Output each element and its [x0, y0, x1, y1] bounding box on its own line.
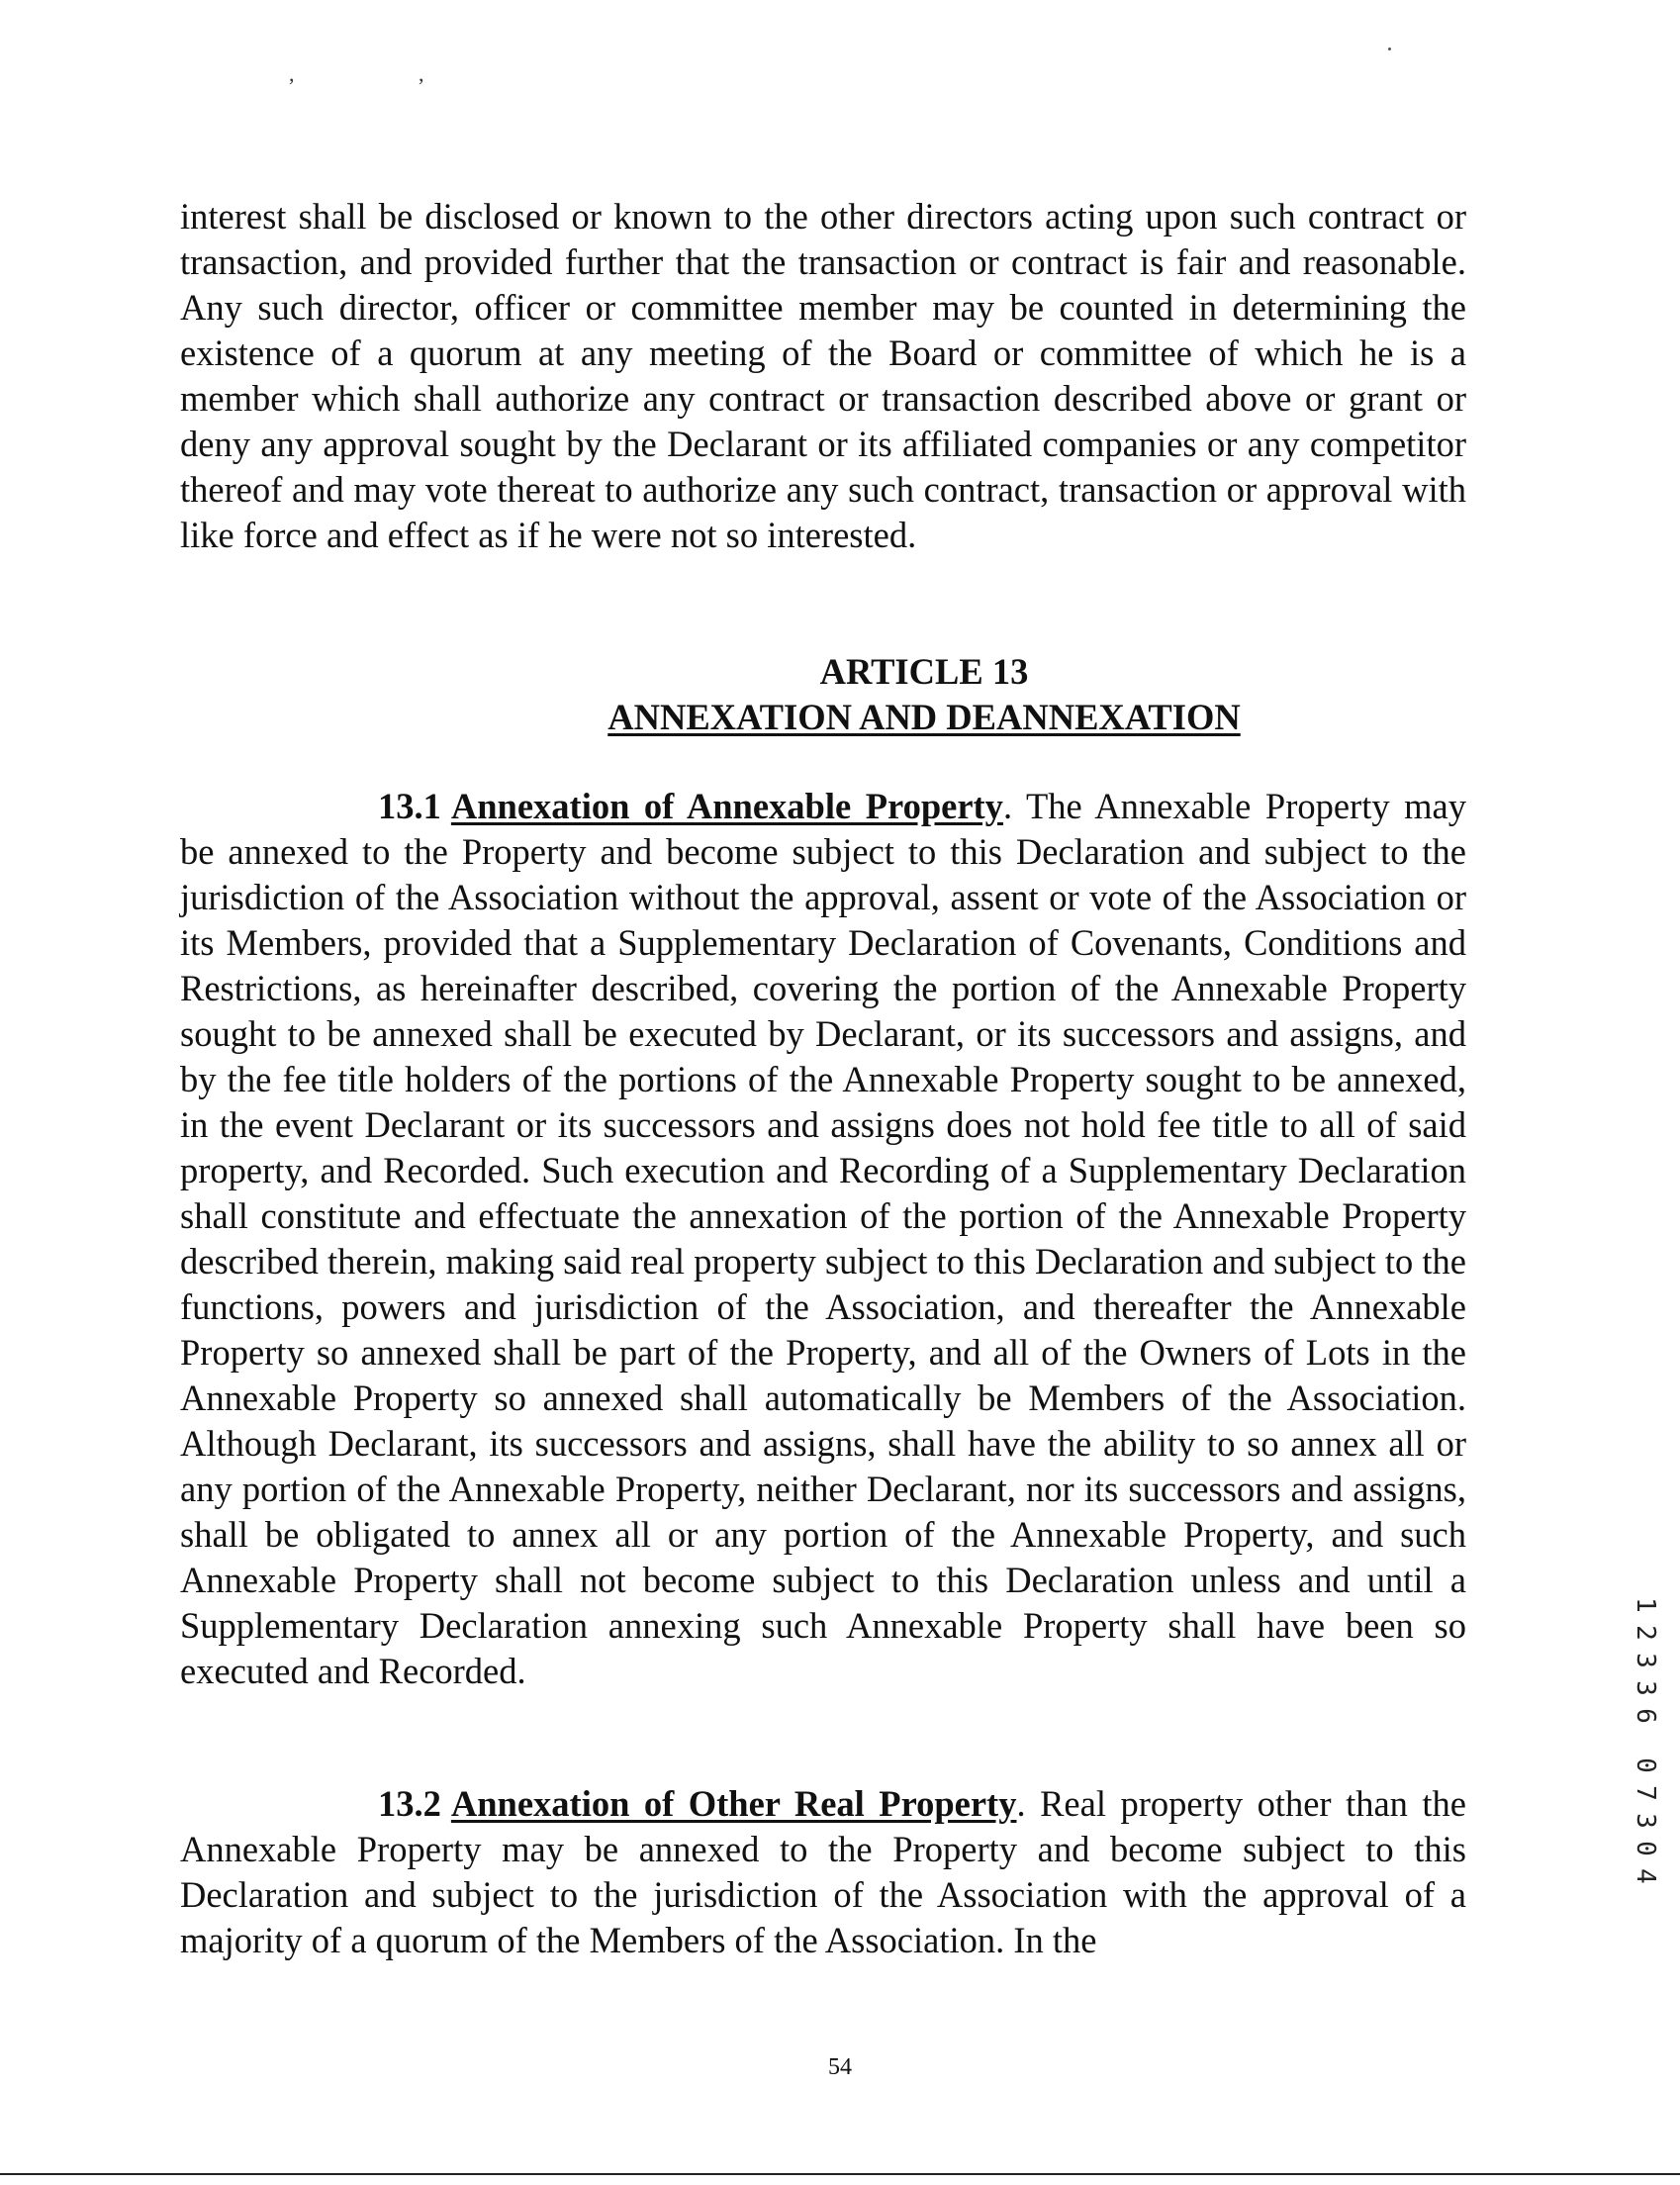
scan-edge-line	[0, 2173, 1680, 2175]
section-number: 13.2	[378, 1783, 441, 1824]
section-13-1	[180, 784, 1466, 1694]
scan-specks: , ,	[289, 61, 484, 86]
section-text: The Annexable Property may be annexed to the Property and become subject to this Declaration and subject to the jurisdiction of the Association without the approval, assent or vote of the Association or its Members, provided that a Supplementary Declaration of Covenants, Conditions and Restrictions, as hereinafter described, covering the portion of the Annexable Property sought to be annexed shall be executed by Declarant, or its successors and assigns, and by the fee title holders of the portions of the Annexable Property sought to be annexed, in the event Declarant or its successors and assigns does not hold fee title to all of said property, and Recorded. Such execution and Recording of a Supplementary Declaration shall constitute and effectuate the annexation of the portion of the Annexable Property described therein, making said real property subject to this Declaration and subject to the functions, powers and jurisdiction of the Association, and thereafter the Annexable Property so annexed shall be part of the Property, and all of the Owners of Lots in the Annexable Property so annexed shall automatically be Members of the Association. Although Declarant, its successors and assigns, shall have the ability to so annex all or any portion of the Annexable Property, neither Declarant, nor its successors and assigns, shall be obligated to annex all or any portion of the Annexable Property, and such Annexable Property shall not become subject to this Declaration unless and until a Supplementary Declaration annexing such Annexable Property shall have been so executed and Recorded.	[180, 786, 1467, 1691]
stamp-digit: 4	[1631, 1868, 1660, 1884]
section-13-2	[180, 1781, 1466, 1963]
section-title-punct: .	[1002, 786, 1013, 826]
section-title: Annexation of Annexable Property	[450, 786, 1003, 826]
page-number: 54	[828, 2054, 852, 2080]
stamp-digit: 2	[1631, 1625, 1660, 1641]
article-title: ANNEXATION AND DEANNEXATION	[607, 697, 1241, 737]
stamp-digit: 3	[1631, 1680, 1660, 1696]
stamp-digit: 0	[1631, 1841, 1660, 1856]
section-title-punct: .	[1016, 1783, 1026, 1824]
paragraph-continuation: interest shall be disclosed or known to the other directors acting upon such contract or transaction, and provided further that the transaction or contract is fair and reasonable. Any such director, officer or committee member may be counted in determining the existence of a quorum at any meeting of the Board or committee of which he is a member which shall authorize any contract or transaction described above or grant or deny any approval sought by the Declarant or its affiliated companies or any competitor thereof and may vote thereat to authorize any such contract, transaction or approval with like force and effect as if he were not so interested.	[180, 196, 1466, 555]
section-title: Annexation of Other Real Property	[450, 1783, 1017, 1824]
scan-speck	[1388, 48, 1391, 50]
article-header	[0, 649, 1680, 740]
recording-stamp-number	[1631, 1591, 1660, 1890]
stamp-digit: 6	[1631, 1708, 1660, 1724]
stamp-digit: 3	[1631, 1653, 1660, 1668]
stamp-digit: 7	[1631, 1785, 1660, 1801]
stamp-digit: 0	[1631, 1758, 1660, 1773]
article-heading: ARTICLE 13	[819, 651, 1029, 692]
stamp-digit: 1	[1631, 1597, 1660, 1613]
section-text: Real property other than the Annexable Property may be annexed to the Property and become subject to this Declaration and subject to the jurisdiction of the Association with the approval of a majority of a quorum of the Members of the Association. In the	[180, 1783, 1466, 1960]
section-number: 13.1	[378, 786, 441, 826]
stamp-digit: 3	[1631, 1813, 1660, 1829]
